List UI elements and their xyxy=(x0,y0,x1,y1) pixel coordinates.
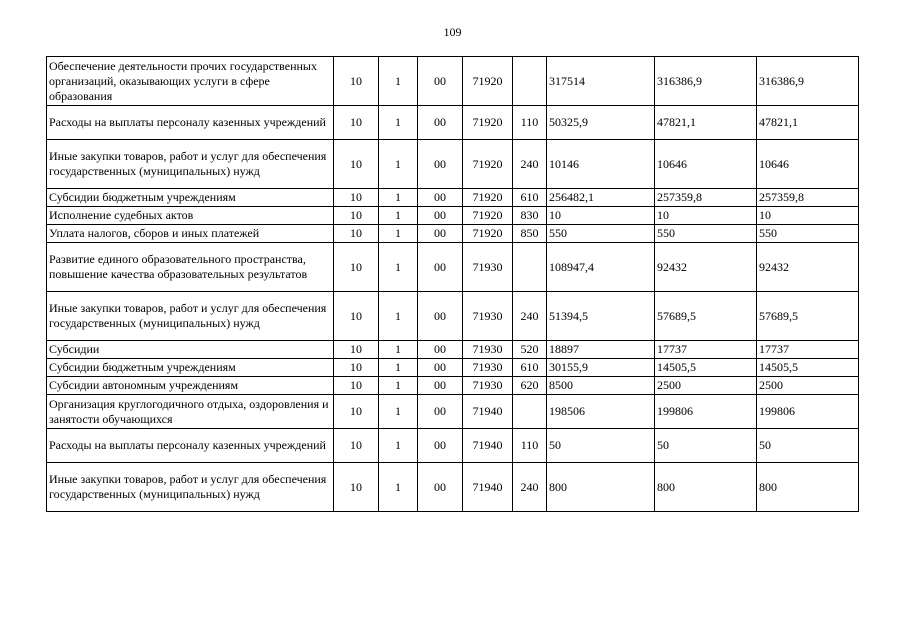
cell-amount-3: 550 xyxy=(757,225,859,243)
cell-name: Исполнение судебных актов xyxy=(47,207,334,225)
cell-expense-type: 240 xyxy=(513,463,547,512)
cell-section: 10 xyxy=(334,57,379,106)
cell-amount-3: 800 xyxy=(757,463,859,512)
cell-expense-type: 610 xyxy=(513,189,547,207)
cell-name: Расходы на выплаты персоналу казенных учреждений xyxy=(47,106,334,140)
cell-section: 10 xyxy=(334,395,379,429)
cell-program: 00 xyxy=(418,377,463,395)
cell-section: 10 xyxy=(334,207,379,225)
cell-program: 00 xyxy=(418,243,463,292)
cell-subsection: 1 xyxy=(379,225,418,243)
cell-amount-1: 10 xyxy=(547,207,655,225)
cell-amount-3: 2500 xyxy=(757,377,859,395)
cell-target-code: 71920 xyxy=(463,57,513,106)
cell-amount-1: 10146 xyxy=(547,140,655,189)
cell-program: 00 xyxy=(418,359,463,377)
cell-program: 00 xyxy=(418,341,463,359)
cell-target-code: 71930 xyxy=(463,377,513,395)
cell-expense-type: 240 xyxy=(513,292,547,341)
cell-amount-1: 550 xyxy=(547,225,655,243)
cell-expense-type: 620 xyxy=(513,377,547,395)
cell-amount-3: 57689,5 xyxy=(757,292,859,341)
cell-subsection: 1 xyxy=(379,243,418,292)
table-row xyxy=(47,207,859,225)
cell-section: 10 xyxy=(334,140,379,189)
cell-subsection: 1 xyxy=(379,341,418,359)
cell-subsection: 1 xyxy=(379,395,418,429)
cell-amount-2: 14505,5 xyxy=(655,359,757,377)
cell-name: Субсидии xyxy=(47,341,334,359)
cell-subsection: 1 xyxy=(379,207,418,225)
cell-expense-type: 850 xyxy=(513,225,547,243)
table-row xyxy=(47,292,859,341)
cell-amount-2: 10646 xyxy=(655,140,757,189)
cell-amount-2: 47821,1 xyxy=(655,106,757,140)
cell-amount-1: 317514 xyxy=(547,57,655,106)
cell-subsection: 1 xyxy=(379,377,418,395)
cell-amount-1: 800 xyxy=(547,463,655,512)
cell-amount-3: 92432 xyxy=(757,243,859,292)
cell-subsection: 1 xyxy=(379,359,418,377)
cell-amount-3: 10646 xyxy=(757,140,859,189)
cell-amount-2: 57689,5 xyxy=(655,292,757,341)
cell-subsection: 1 xyxy=(379,189,418,207)
cell-expense-type: 240 xyxy=(513,140,547,189)
cell-amount-3: 14505,5 xyxy=(757,359,859,377)
table-row xyxy=(47,106,859,140)
cell-amount-1: 256482,1 xyxy=(547,189,655,207)
cell-section: 10 xyxy=(334,429,379,463)
cell-amount-3: 47821,1 xyxy=(757,106,859,140)
cell-amount-2: 2500 xyxy=(655,377,757,395)
cell-target-code: 71920 xyxy=(463,106,513,140)
cell-section: 10 xyxy=(334,377,379,395)
cell-amount-2: 50 xyxy=(655,429,757,463)
cell-name: Организация круглогодичного отдыха, оздоровления и занятости обучающихся xyxy=(47,395,334,429)
cell-amount-3: 17737 xyxy=(757,341,859,359)
cell-amount-1: 8500 xyxy=(547,377,655,395)
cell-target-code: 71930 xyxy=(463,341,513,359)
cell-subsection: 1 xyxy=(379,463,418,512)
cell-amount-2: 17737 xyxy=(655,341,757,359)
cell-program: 00 xyxy=(418,225,463,243)
cell-name: Иные закупки товаров, работ и услуг для обеспечения государственных (муниципальных) нужд xyxy=(47,463,334,512)
cell-program: 00 xyxy=(418,57,463,106)
table-row xyxy=(47,463,859,512)
table-row xyxy=(47,359,859,377)
table-row xyxy=(47,429,859,463)
cell-program: 00 xyxy=(418,207,463,225)
cell-target-code: 71930 xyxy=(463,359,513,377)
cell-section: 10 xyxy=(334,341,379,359)
cell-target-code: 71920 xyxy=(463,189,513,207)
cell-name: Обеспечение деятельности прочих государственных организаций, оказывающих услуги в сфере образования xyxy=(47,57,334,106)
cell-expense-type: 110 xyxy=(513,429,547,463)
table-row xyxy=(47,243,859,292)
cell-section: 10 xyxy=(334,463,379,512)
cell-name: Субсидии бюджетным учреждениям xyxy=(47,189,334,207)
cell-amount-2: 316386,9 xyxy=(655,57,757,106)
cell-target-code: 71920 xyxy=(463,140,513,189)
cell-subsection: 1 xyxy=(379,429,418,463)
cell-program: 00 xyxy=(418,395,463,429)
page-number: 109 xyxy=(443,25,462,39)
cell-section: 10 xyxy=(334,106,379,140)
cell-amount-1: 18897 xyxy=(547,341,655,359)
cell-program: 00 xyxy=(418,292,463,341)
cell-amount-1: 50325,9 xyxy=(547,106,655,140)
cell-target-code: 71930 xyxy=(463,292,513,341)
cell-program: 00 xyxy=(418,106,463,140)
cell-subsection: 1 xyxy=(379,292,418,341)
cell-amount-3: 199806 xyxy=(757,395,859,429)
cell-expense-type: 520 xyxy=(513,341,547,359)
cell-subsection: 1 xyxy=(379,106,418,140)
cell-amount-1: 51394,5 xyxy=(547,292,655,341)
cell-amount-2: 92432 xyxy=(655,243,757,292)
cell-amount-2: 10 xyxy=(655,207,757,225)
cell-name: Субсидии автономным учреждениям xyxy=(47,377,334,395)
cell-amount-2: 800 xyxy=(655,463,757,512)
cell-program: 00 xyxy=(418,189,463,207)
cell-name: Уплата налогов, сборов и иных платежей xyxy=(47,225,334,243)
cell-name: Иные закупки товаров, работ и услуг для обеспечения государственных (муниципальных) нужд xyxy=(47,292,334,341)
table-row xyxy=(47,377,859,395)
cell-amount-3: 257359,8 xyxy=(757,189,859,207)
cell-name: Расходы на выплаты персоналу казенных учреждений xyxy=(47,429,334,463)
table-row xyxy=(47,57,859,106)
cell-name: Развитие единого образовательного пространства, повышение качества образовательных результатов xyxy=(47,243,334,292)
cell-name: Иные закупки товаров, работ и услуг для обеспечения государственных (муниципальных) нужд xyxy=(47,140,334,189)
cell-target-code: 71930 xyxy=(463,243,513,292)
cell-amount-2: 550 xyxy=(655,225,757,243)
cell-expense-type xyxy=(513,243,547,292)
cell-amount-2: 257359,8 xyxy=(655,189,757,207)
budget-table xyxy=(46,56,859,512)
table-row xyxy=(47,189,859,207)
table-row xyxy=(47,395,859,429)
table-body xyxy=(47,57,859,512)
cell-expense-type xyxy=(513,395,547,429)
cell-amount-1: 198506 xyxy=(547,395,655,429)
cell-amount-3: 10 xyxy=(757,207,859,225)
table-row xyxy=(47,225,859,243)
cell-expense-type: 110 xyxy=(513,106,547,140)
cell-target-code: 71920 xyxy=(463,207,513,225)
cell-program: 00 xyxy=(418,463,463,512)
cell-section: 10 xyxy=(334,359,379,377)
cell-target-code: 71940 xyxy=(463,463,513,512)
cell-target-code: 71920 xyxy=(463,225,513,243)
cell-section: 10 xyxy=(334,292,379,341)
cell-expense-type: 610 xyxy=(513,359,547,377)
cell-amount-3: 316386,9 xyxy=(757,57,859,106)
cell-section: 10 xyxy=(334,225,379,243)
cell-subsection: 1 xyxy=(379,57,418,106)
cell-target-code: 71940 xyxy=(463,429,513,463)
cell-program: 00 xyxy=(418,140,463,189)
cell-amount-2: 199806 xyxy=(655,395,757,429)
cell-amount-1: 30155,9 xyxy=(547,359,655,377)
cell-program: 00 xyxy=(418,429,463,463)
cell-expense-type xyxy=(513,57,547,106)
table-row xyxy=(47,341,859,359)
cell-amount-1: 50 xyxy=(547,429,655,463)
cell-subsection: 1 xyxy=(379,140,418,189)
cell-amount-1: 108947,4 xyxy=(547,243,655,292)
cell-target-code: 71940 xyxy=(463,395,513,429)
cell-section: 10 xyxy=(334,243,379,292)
table-row xyxy=(47,140,859,189)
cell-name: Субсидии бюджетным учреждениям xyxy=(47,359,334,377)
cell-expense-type: 830 xyxy=(513,207,547,225)
cell-section: 10 xyxy=(334,189,379,207)
cell-amount-3: 50 xyxy=(757,429,859,463)
